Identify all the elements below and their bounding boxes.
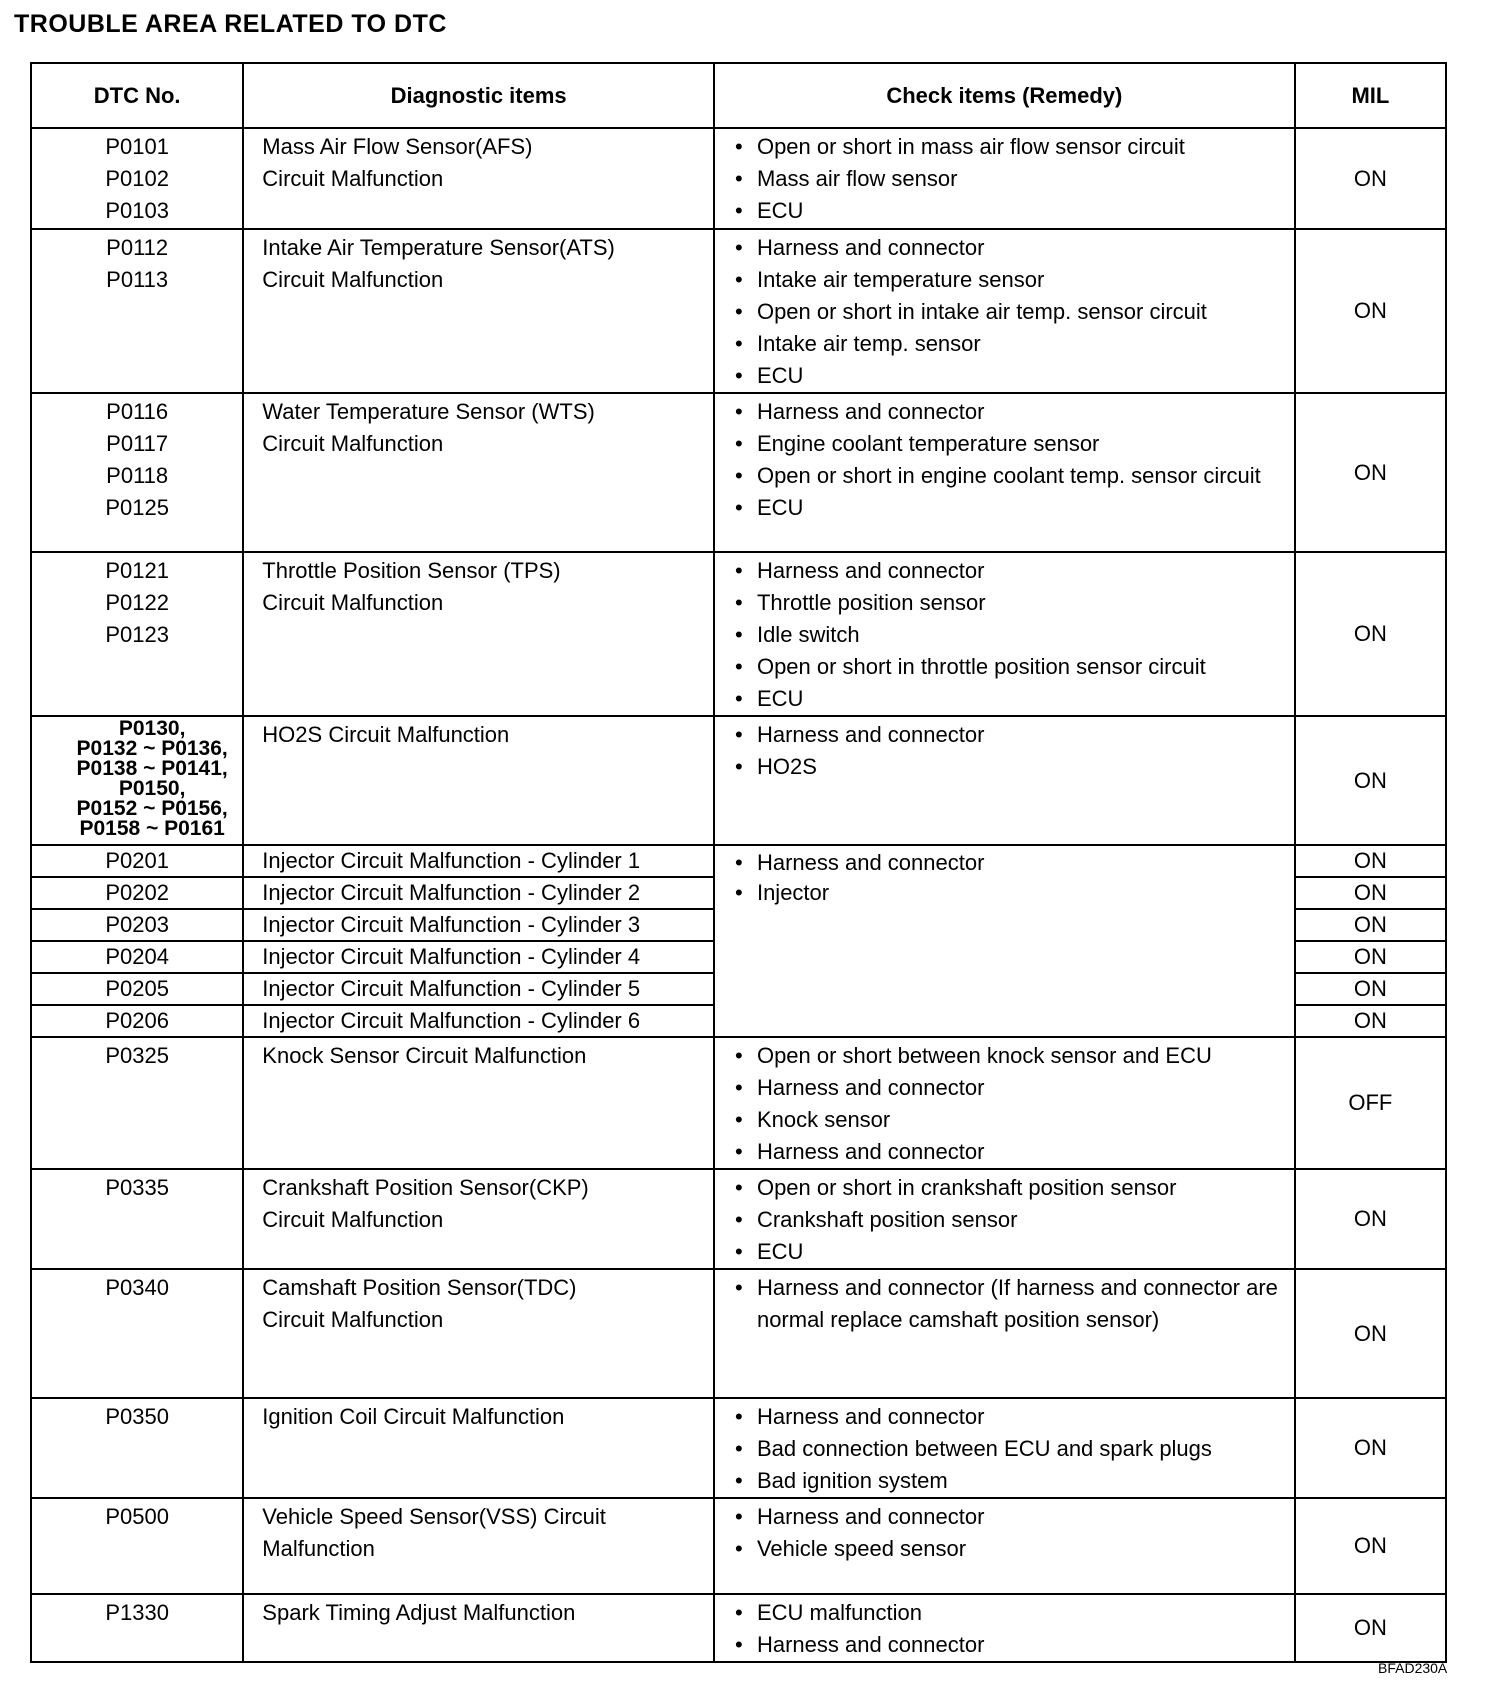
diagnostic-line: Circuit Malfunction	[262, 1307, 444, 1332]
mil-status: ON	[1295, 1269, 1446, 1398]
dtc-code: P0101	[105, 134, 169, 159]
dtc-code: P0204	[31, 941, 243, 973]
check-list	[733, 555, 1294, 715]
check-item: • Harness and connector	[733, 1629, 1294, 1661]
check-item: • Harness and connector	[733, 1401, 1294, 1433]
check-item: • Throttle position sensor	[733, 587, 1294, 619]
diagnostic-line: Circuit Malfunction	[262, 590, 444, 615]
diagnostic-line: Injector Circuit Malfunction - Cylinder 3	[243, 909, 714, 941]
dtc-cell	[31, 229, 243, 393]
dtc-code: P0150,	[118, 777, 186, 800]
diagnostic-line: Spark Timing Adjust Malfunction	[262, 1600, 576, 1625]
check-item: • Open or short in engine coolant temp. sensor circuit	[733, 460, 1294, 492]
check-item: • Idle switch	[733, 619, 1294, 651]
check-item: • Open or short between knock sensor and ECU	[733, 1040, 1294, 1072]
dtc-code: P0130,	[118, 717, 186, 740]
dtc-code: P0103	[105, 198, 169, 223]
check-item: • Injector	[733, 878, 1294, 908]
mil-status: ON	[1295, 909, 1446, 941]
check-list	[733, 232, 1294, 392]
dtc-cell	[31, 552, 243, 716]
mil-status: ON	[1295, 877, 1446, 909]
dtc-code: P0138 ~ P0141,	[76, 757, 228, 780]
check-list	[733, 848, 1294, 908]
table-row	[31, 1269, 1446, 1398]
dtc-code: P0116	[106, 399, 169, 424]
diagnostic-line: Injector Circuit Malfunction - Cylinder 2	[243, 877, 714, 909]
mil-status: ON	[1295, 1398, 1446, 1498]
table-row	[31, 1398, 1446, 1498]
diagnostic-line: Injector Circuit Malfunction - Cylinder 4	[243, 941, 714, 973]
diagnostic-line: Circuit Malfunction	[262, 267, 444, 292]
mil-status: ON	[1295, 552, 1446, 716]
mil-status: ON	[1295, 128, 1446, 229]
diagnostic-line: Circuit Malfunction	[262, 431, 444, 456]
check-item: • HO2S	[733, 751, 1294, 783]
check-item: • Bad ignition system	[733, 1465, 1294, 1497]
check-item: • Bad connection between ECU and spark plugs	[733, 1433, 1294, 1465]
figure-id: BFAD230A	[1378, 1660, 1448, 1676]
check-item: • Harness and connector	[733, 719, 1294, 751]
diagnostic-cell	[243, 1037, 714, 1169]
check-item: • Harness and connector (If harness and connector are normal replace camshaft position sensor)	[733, 1272, 1294, 1336]
diagnostic-line: Mass Air Flow Sensor(AFS)	[262, 134, 533, 159]
check-item: • Harness and connector	[733, 848, 1294, 878]
dtc-cell	[31, 393, 243, 552]
check-cell	[714, 1169, 1295, 1269]
diagnostic-cell	[243, 1269, 714, 1398]
dtc-cell	[31, 1398, 243, 1498]
dtc-code: P0102	[105, 166, 169, 191]
check-list	[733, 1501, 1294, 1565]
table-row	[31, 1169, 1446, 1269]
dtc-cell	[31, 716, 243, 845]
dtc-code: P0500	[105, 1504, 169, 1529]
table-row	[31, 1594, 1446, 1662]
dtc-cell	[31, 1498, 243, 1594]
diagnostic-cell	[243, 1398, 714, 1498]
check-cell	[714, 1498, 1295, 1594]
diagnostic-cell	[243, 393, 714, 552]
diagnostic-cell	[243, 128, 714, 229]
dtc-cell	[31, 1169, 243, 1269]
table-row	[31, 128, 1446, 229]
diagnostic-line: Circuit Malfunction	[262, 1207, 444, 1232]
check-cell	[714, 716, 1295, 845]
dtc-code: P0112	[106, 235, 169, 260]
dtc-cell	[31, 1594, 243, 1662]
check-list	[733, 1272, 1294, 1336]
header-dtc: DTC No.	[31, 63, 243, 128]
check-item: • Intake air temp. sensor	[733, 328, 1294, 360]
check-list	[733, 131, 1294, 227]
check-item: • ECU	[733, 683, 1294, 715]
check-item: • ECU	[733, 360, 1294, 392]
dtc-code: P0201	[31, 845, 243, 877]
table-row	[31, 1498, 1446, 1594]
check-item: • Open or short in throttle position sensor circuit	[733, 651, 1294, 683]
check-item: • Knock sensor	[733, 1104, 1294, 1136]
diagnostic-line: Injector Circuit Malfunction - Cylinder 5	[243, 973, 714, 1005]
dtc-code: P0125	[105, 495, 169, 520]
dtc-code: P0335	[105, 1175, 169, 1200]
table-row	[31, 393, 1446, 552]
check-cell	[714, 1269, 1295, 1398]
check-item: • ECU	[733, 1236, 1294, 1268]
diagnostic-line: Injector Circuit Malfunction - Cylinder 1	[243, 845, 714, 877]
mil-status: ON	[1295, 716, 1446, 845]
diagnostic-line: Water Temperature Sensor (WTS)	[262, 399, 595, 424]
check-cell	[714, 393, 1295, 552]
check-item: • Mass air flow sensor	[733, 163, 1294, 195]
check-cell	[714, 1594, 1295, 1662]
check-list	[733, 719, 1294, 783]
diagnostic-line: Malfunction	[262, 1536, 375, 1561]
diagnostic-cell	[243, 1498, 714, 1594]
check-item: • Open or short in crankshaft position sensor	[733, 1172, 1294, 1204]
dtc-code: P0350	[105, 1404, 169, 1429]
diagnostic-line: Ignition Coil Circuit Malfunction	[262, 1404, 565, 1429]
table-row	[31, 716, 1446, 845]
page-title: TROUBLE AREA RELATED TO DTC	[14, 10, 447, 38]
dtc-code: P0340	[105, 1275, 169, 1300]
dtc-code: P0132 ~ P0136,	[76, 737, 228, 760]
diagnostic-line: Intake Air Temperature Sensor(ATS)	[262, 235, 615, 260]
check-item: • Vehicle speed sensor	[733, 1533, 1294, 1565]
dtc-code: P0206	[31, 1005, 243, 1037]
header-check: Check items (Remedy)	[714, 63, 1295, 128]
diagnostic-line: Circuit Malfunction	[262, 166, 444, 191]
diagnostic-cell	[243, 552, 714, 716]
table-row	[31, 845, 1446, 877]
check-item: • Harness and connector	[733, 232, 1294, 264]
dtc-cell	[31, 128, 243, 229]
dtc-cell	[31, 1269, 243, 1398]
dtc-code: P0121	[105, 558, 169, 583]
check-item: • Intake air temperature sensor	[733, 264, 1294, 296]
header-mil: MIL	[1295, 63, 1446, 128]
dtc-code: P0118	[106, 463, 169, 488]
mil-status: ON	[1295, 845, 1446, 877]
table-header	[31, 63, 1446, 128]
check-item: • Crankshaft position sensor	[733, 1204, 1294, 1236]
mil-status: ON	[1295, 393, 1446, 552]
check-item: • ECU	[733, 195, 1294, 227]
diagnostic-cell	[243, 1169, 714, 1269]
dtc-code: P0152 ~ P0156,	[76, 797, 228, 820]
diagnostic-line: Knock Sensor Circuit Malfunction	[262, 1043, 587, 1068]
check-list	[733, 1597, 1294, 1661]
diagnostic-cell	[243, 229, 714, 393]
diagnostic-line: Vehicle Speed Sensor(VSS) Circuit	[262, 1504, 606, 1529]
check-item: • Engine coolant temperature sensor	[733, 428, 1294, 460]
mil-status: ON	[1295, 1169, 1446, 1269]
check-list	[733, 1401, 1294, 1497]
diagnostic-cell	[243, 716, 714, 845]
check-list	[733, 396, 1294, 524]
dtc-code: P0202	[31, 877, 243, 909]
mil-status: OFF	[1295, 1037, 1446, 1169]
diagnostic-line: Camshaft Position Sensor(TDC)	[262, 1275, 577, 1300]
dtc-cell	[31, 1037, 243, 1169]
check-cell	[714, 1037, 1295, 1169]
check-item: • Harness and connector	[733, 1501, 1294, 1533]
check-cell	[714, 128, 1295, 229]
dtc-code: P0325	[105, 1043, 169, 1068]
table-row	[31, 229, 1446, 393]
header-diagnostic: Diagnostic items	[243, 63, 714, 128]
check-cell	[714, 1398, 1295, 1498]
mil-status: ON	[1295, 229, 1446, 393]
table-row	[31, 552, 1446, 716]
check-item: • Open or short in mass air flow sensor circuit	[733, 131, 1294, 163]
check-item: • ECU malfunction	[733, 1597, 1294, 1629]
check-list	[733, 1040, 1294, 1168]
diagnostic-cell	[243, 1594, 714, 1662]
dtc-code: P0205	[31, 973, 243, 1005]
dtc-code: P0203	[31, 909, 243, 941]
dtc-code: P0123	[105, 622, 169, 647]
diagnostic-line: HO2S Circuit Malfunction	[262, 722, 510, 747]
check-list	[733, 1172, 1294, 1268]
diagnostic-line: Injector Circuit Malfunction - Cylinder 6	[243, 1005, 714, 1037]
dtc-code: P0158 ~ P0161	[79, 817, 225, 840]
check-item: • Open or short in intake air temp. sensor circuit	[733, 296, 1294, 328]
dtc-code: P1330	[105, 1600, 169, 1625]
check-item: • Harness and connector	[733, 555, 1294, 587]
diagnostic-line: Crankshaft Position Sensor(CKP)	[262, 1175, 589, 1200]
mil-status: ON	[1295, 1594, 1446, 1662]
check-cell	[714, 552, 1295, 716]
dtc-code: P0117	[106, 431, 169, 456]
check-cell	[714, 229, 1295, 393]
check-item: • Harness and connector	[733, 1072, 1294, 1104]
dtc-table	[30, 62, 1447, 1663]
table-row	[31, 1037, 1446, 1169]
diagnostic-line: Throttle Position Sensor (TPS)	[262, 558, 561, 583]
dtc-code: P0122	[105, 590, 169, 615]
mil-status: ON	[1295, 973, 1446, 1005]
mil-status: ON	[1295, 1498, 1446, 1594]
mil-status: ON	[1295, 1005, 1446, 1037]
mil-status: ON	[1295, 941, 1446, 973]
check-cell	[714, 845, 1295, 1037]
check-item: • Harness and connector	[733, 396, 1294, 428]
dtc-code: P0113	[106, 267, 169, 292]
check-item: • ECU	[733, 492, 1294, 524]
check-item: • Harness and connector	[733, 1136, 1294, 1168]
